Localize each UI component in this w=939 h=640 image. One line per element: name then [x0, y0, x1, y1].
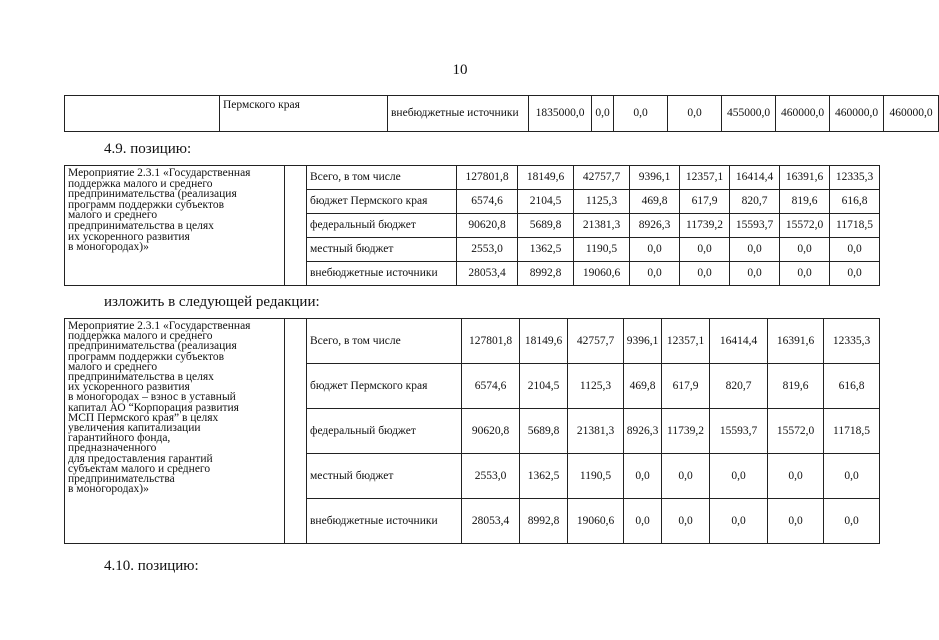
value-cell: 11718,5: [824, 409, 880, 454]
value-cell: 19060,6: [568, 499, 624, 544]
value-cell: 5689,8: [518, 214, 574, 238]
value-cell: 28053,4: [462, 499, 520, 544]
value-cell: 0,0: [768, 499, 824, 544]
value-cell: 9396,1: [630, 166, 680, 190]
value-cell: 0,0: [662, 454, 710, 499]
value-cell: 0,0: [710, 454, 768, 499]
value-cell: 11718,5: [830, 214, 880, 238]
row-label: федеральный бюджет: [307, 409, 462, 454]
value-cell: 6574,6: [457, 190, 518, 214]
row-label: федеральный бюджет: [307, 214, 457, 238]
value-cell: 0,0: [668, 96, 722, 132]
value-cell: 90620,8: [457, 214, 518, 238]
value-cell: 19060,6: [574, 262, 630, 286]
value-cell: 6574,6: [462, 364, 520, 409]
measure-description: Мероприятие 2.3.1 «Государственная поддержка малого и среднего предпринимательства (реализация программ поддержки субъектов малого и среднего предпринимательства в целях их ускоренного развития в моногородах – взнос в уставный капитал АО “Корпорация развития МСП Пермского края” в целях увеличения капитализации гарантийного фонда, предназначенного для предоставления гарантий субъектам малого и среднего предпринимательства в моногородах)»: [65, 319, 285, 544]
value-cell: 0,0: [614, 96, 668, 132]
value-cell: 455000,0: [722, 96, 776, 132]
value-cell: 1125,3: [568, 364, 624, 409]
row-label: внебюджетные источники: [307, 262, 457, 286]
section-heading-4-10: 4.10. позицию:: [104, 558, 199, 574]
value-cell: 617,9: [680, 190, 730, 214]
value-cell: 2553,0: [457, 238, 518, 262]
value-cell: 127801,8: [462, 319, 520, 364]
value-cell: 11739,2: [680, 214, 730, 238]
value-cell: 0,0: [680, 238, 730, 262]
empty-cell: [65, 96, 220, 132]
value-cell: 18149,6: [520, 319, 568, 364]
value-cell: 21381,3: [568, 409, 624, 454]
value-cell: 15572,0: [768, 409, 824, 454]
value-cell: 15593,7: [730, 214, 780, 238]
value-cell: 15593,7: [710, 409, 768, 454]
spacer-column: [285, 166, 307, 286]
value-cell: 2553,0: [462, 454, 520, 499]
value-cell: 90620,8: [462, 409, 520, 454]
value-cell: 2104,5: [518, 190, 574, 214]
value-cell: 16391,6: [768, 319, 824, 364]
value-cell: 0,0: [624, 499, 662, 544]
value-cell: 0,0: [780, 238, 830, 262]
value-cell: 15572,0: [780, 214, 830, 238]
value-cell: 127801,8: [457, 166, 518, 190]
value-cell: 0,0: [630, 262, 680, 286]
value-cell: 460000,0: [884, 96, 939, 132]
value-cell: 42757,7: [568, 319, 624, 364]
value-cell: 9396,1: [624, 319, 662, 364]
edition-heading: изложить в следующей редакции:: [104, 294, 320, 310]
old-position-table: [64, 165, 880, 286]
value-cell: 820,7: [710, 364, 768, 409]
value-cell: 460000,0: [830, 96, 884, 132]
value-cell: 0,0: [830, 262, 880, 286]
value-cell: 1835000,0: [529, 96, 592, 132]
value-cell: 0,0: [824, 499, 880, 544]
value-cell: 0,0: [824, 454, 880, 499]
value-cell: 0,0: [624, 454, 662, 499]
row-label: местный бюджет: [307, 238, 457, 262]
measure-description: Мероприятие 2.3.1 «Государственная поддержка малого и среднего предпринимательства (реализация программ поддержки субъектов малого и среднего предпринимательства в целях их ускоренного развития в моногородах)»: [65, 166, 285, 286]
value-cell: 469,8: [630, 190, 680, 214]
region-cell: Пермского края: [220, 96, 388, 132]
value-cell: 0,0: [630, 238, 680, 262]
value-cell: 12357,1: [662, 319, 710, 364]
row-label: бюджет Пермского края: [307, 364, 462, 409]
value-cell: 12357,1: [680, 166, 730, 190]
value-cell: 0,0: [710, 499, 768, 544]
value-cell: 819,6: [780, 190, 830, 214]
value-cell: 8992,8: [520, 499, 568, 544]
value-cell: 0,0: [780, 262, 830, 286]
section-heading-4-9: 4.9. позицию:: [104, 141, 192, 157]
row-label: Всего, в том числе: [307, 319, 462, 364]
page-number: 10: [452, 62, 468, 78]
value-cell: 617,9: [662, 364, 710, 409]
value-cell: 12335,3: [824, 319, 880, 364]
value-cell: 21381,3: [574, 214, 630, 238]
value-cell: 616,8: [830, 190, 880, 214]
continuation-table: [64, 95, 939, 132]
value-cell: 16414,4: [730, 166, 780, 190]
new-position-table: [64, 318, 880, 544]
row-label: местный бюджет: [307, 454, 462, 499]
value-cell: 11739,2: [662, 409, 710, 454]
spacer-column: [285, 319, 307, 544]
value-cell: 0,0: [592, 96, 614, 132]
value-cell: 16414,4: [710, 319, 768, 364]
row-label: внебюджетные источники: [307, 499, 462, 544]
value-cell: 460000,0: [776, 96, 830, 132]
value-cell: 8926,3: [630, 214, 680, 238]
value-cell: 28053,4: [457, 262, 518, 286]
value-cell: 820,7: [730, 190, 780, 214]
value-cell: 8926,3: [624, 409, 662, 454]
value-cell: 42757,7: [574, 166, 630, 190]
value-cell: 0,0: [680, 262, 730, 286]
value-cell: 1190,5: [574, 238, 630, 262]
table-row: [65, 319, 880, 364]
row-label: бюджет Пермского края: [307, 190, 457, 214]
table-row: [65, 166, 880, 190]
value-cell: 0,0: [730, 238, 780, 262]
value-cell: 1362,5: [518, 238, 574, 262]
value-cell: 1125,3: [574, 190, 630, 214]
value-cell: 16391,6: [780, 166, 830, 190]
value-cell: 18149,6: [518, 166, 574, 190]
source-cell: внебюджетные источники: [388, 96, 529, 132]
value-cell: 469,8: [624, 364, 662, 409]
value-cell: 1190,5: [568, 454, 624, 499]
value-cell: 0,0: [830, 238, 880, 262]
value-cell: 616,8: [824, 364, 880, 409]
value-cell: 1362,5: [520, 454, 568, 499]
value-cell: 12335,3: [830, 166, 880, 190]
value-cell: 0,0: [662, 499, 710, 544]
value-cell: 0,0: [730, 262, 780, 286]
value-cell: 0,0: [768, 454, 824, 499]
row-label: Всего, в том числе: [307, 166, 457, 190]
value-cell: 8992,8: [518, 262, 574, 286]
value-cell: 5689,8: [520, 409, 568, 454]
value-cell: 2104,5: [520, 364, 568, 409]
value-cell: 819,6: [768, 364, 824, 409]
table-row: [65, 96, 939, 132]
